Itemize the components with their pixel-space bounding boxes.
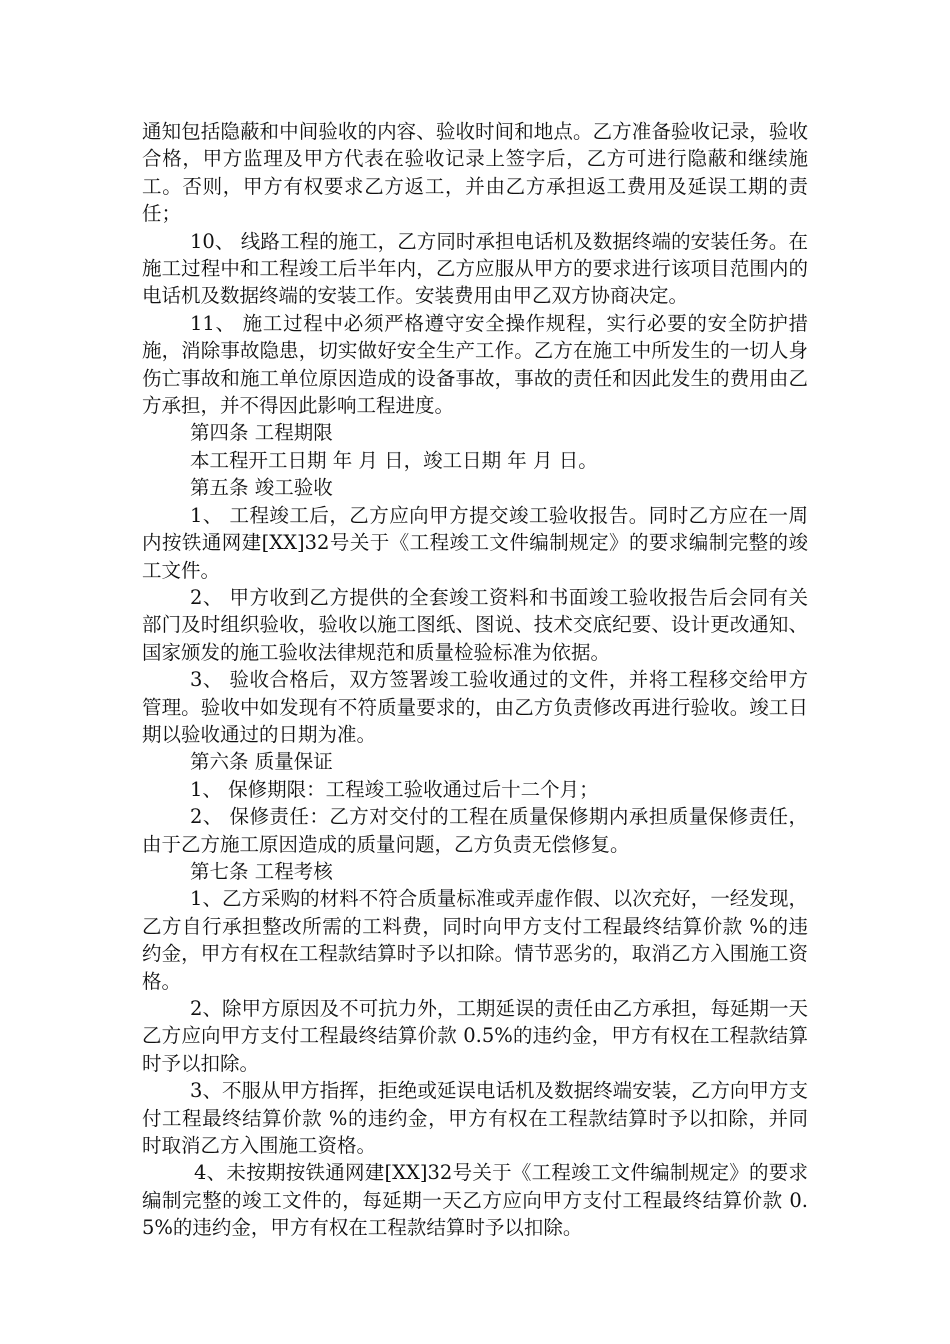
section-heading: 第五条 竣工验收 (190, 476, 333, 500)
paragraph: 3、 验收合格后，双方签署竣工验收通过的文件，并将工程移交给甲方管理。验收中如发现有不符质量要求的，由乙方负责修改再进行验收。竣工日期以验收通过的日期为准。 (142, 668, 808, 746)
paragraph: 1、乙方采购的材料不符合质量标准或弄虚作假、以次充好，一经发现，乙方自行承担整改所需的工料费，同时向甲方支付工程最终结算价款 %的违约金，甲方有权在工程款结算时予以扣除。情节恶劣的，取消乙方入围施工资格。 (142, 887, 808, 993)
section-heading: 第七条 工程考核 (190, 859, 333, 883)
paragraph: 10、 线路工程的施工，乙方同时承担电话机及数据终端的安装任务。在施工过程中和工程竣工后半年内，乙方应服从甲方的要求进行该项目范围内的电话机及数据终端的安装工作。安装费用由甲乙双方协商决定。 (142, 229, 808, 308)
paragraph: 11、 施工过程中必须严格遵守安全操作规程，实行必要的安全防护措施，消除事故隐患，切实做好安全生产工作。乙方在施工中所发生的一切人身伤亡事故和施工单位原因造成的设备事故，事故的责任和因此发生的费用由乙方承担，并不得因此影响工程进度。 (142, 311, 808, 418)
paragraph: 3、不服从甲方指挥，拒绝或延误电话机及数据终端安装，乙方向甲方支付工程最终结算价款 %的违约金，甲方有权在工程款结算时予以扣除，并同时取消乙方入围施工资格。 (142, 1079, 808, 1158)
paragraph: 2、 保修责任：乙方对交付的工程在质量保修期内承担质量保修责任，由于乙方施工原因造成的质量问题，乙方负责无偿修复。 (142, 805, 808, 856)
paragraph: 1、 保修期限：工程竣工验收通过后十二个月； (190, 777, 599, 801)
section-heading: 第六条 质量保证 (190, 750, 333, 774)
paragraph: 2、除甲方原因及不可抗力外，工期延误的责任由乙方承担，每延期一天乙方应向甲方支付工程最终结算价款 0.5%的违约金，甲方有权在工程款结算时予以扣除。 (142, 997, 808, 1075)
paragraph: 2、 甲方收到乙方提供的全套竣工资料和书面竣工验收报告后会同有关部门及时组织验收，验收以施工图纸、图说、技术交底纪要、设计更改通知、国家颁发的施工验收法律规范和质量检验标准为依据。 (142, 585, 808, 664)
paragraph: 1、 工程竣工后，乙方应向甲方提交竣工验收报告。同时乙方应在一周内按铁通网建[XX]32号关于《工程竣工文件编制规定》的要求编制完整的竣工文件。 (142, 503, 808, 582)
document-body (142, 118, 808, 1242)
paragraph: 4、未按期按铁通网建[XX]32号关于《工程竣工文件编制规定》的要求编制完整的竣工文件的，每延期一天乙方应向甲方支付工程最终结算价款 0.5%的违约金，甲方有权在工程款结算时予以扣除。 (142, 1161, 808, 1240)
section-heading: 第四条 工程期限 (190, 421, 333, 445)
paragraph: 通知包括隐蔽和中间验收的内容、验收时间和地点。乙方准备验收记录，验收合格，甲方监理及甲方代表在验收记录上签字后，乙方可进行隐蔽和继续施工。否则，甲方有权要求乙方返工，并由乙方承担返工费用及延误工期的责任； (142, 120, 808, 226)
paragraph: 本工程开工日期 年 月 日，竣工日期 年 月 日。 (190, 448, 598, 472)
